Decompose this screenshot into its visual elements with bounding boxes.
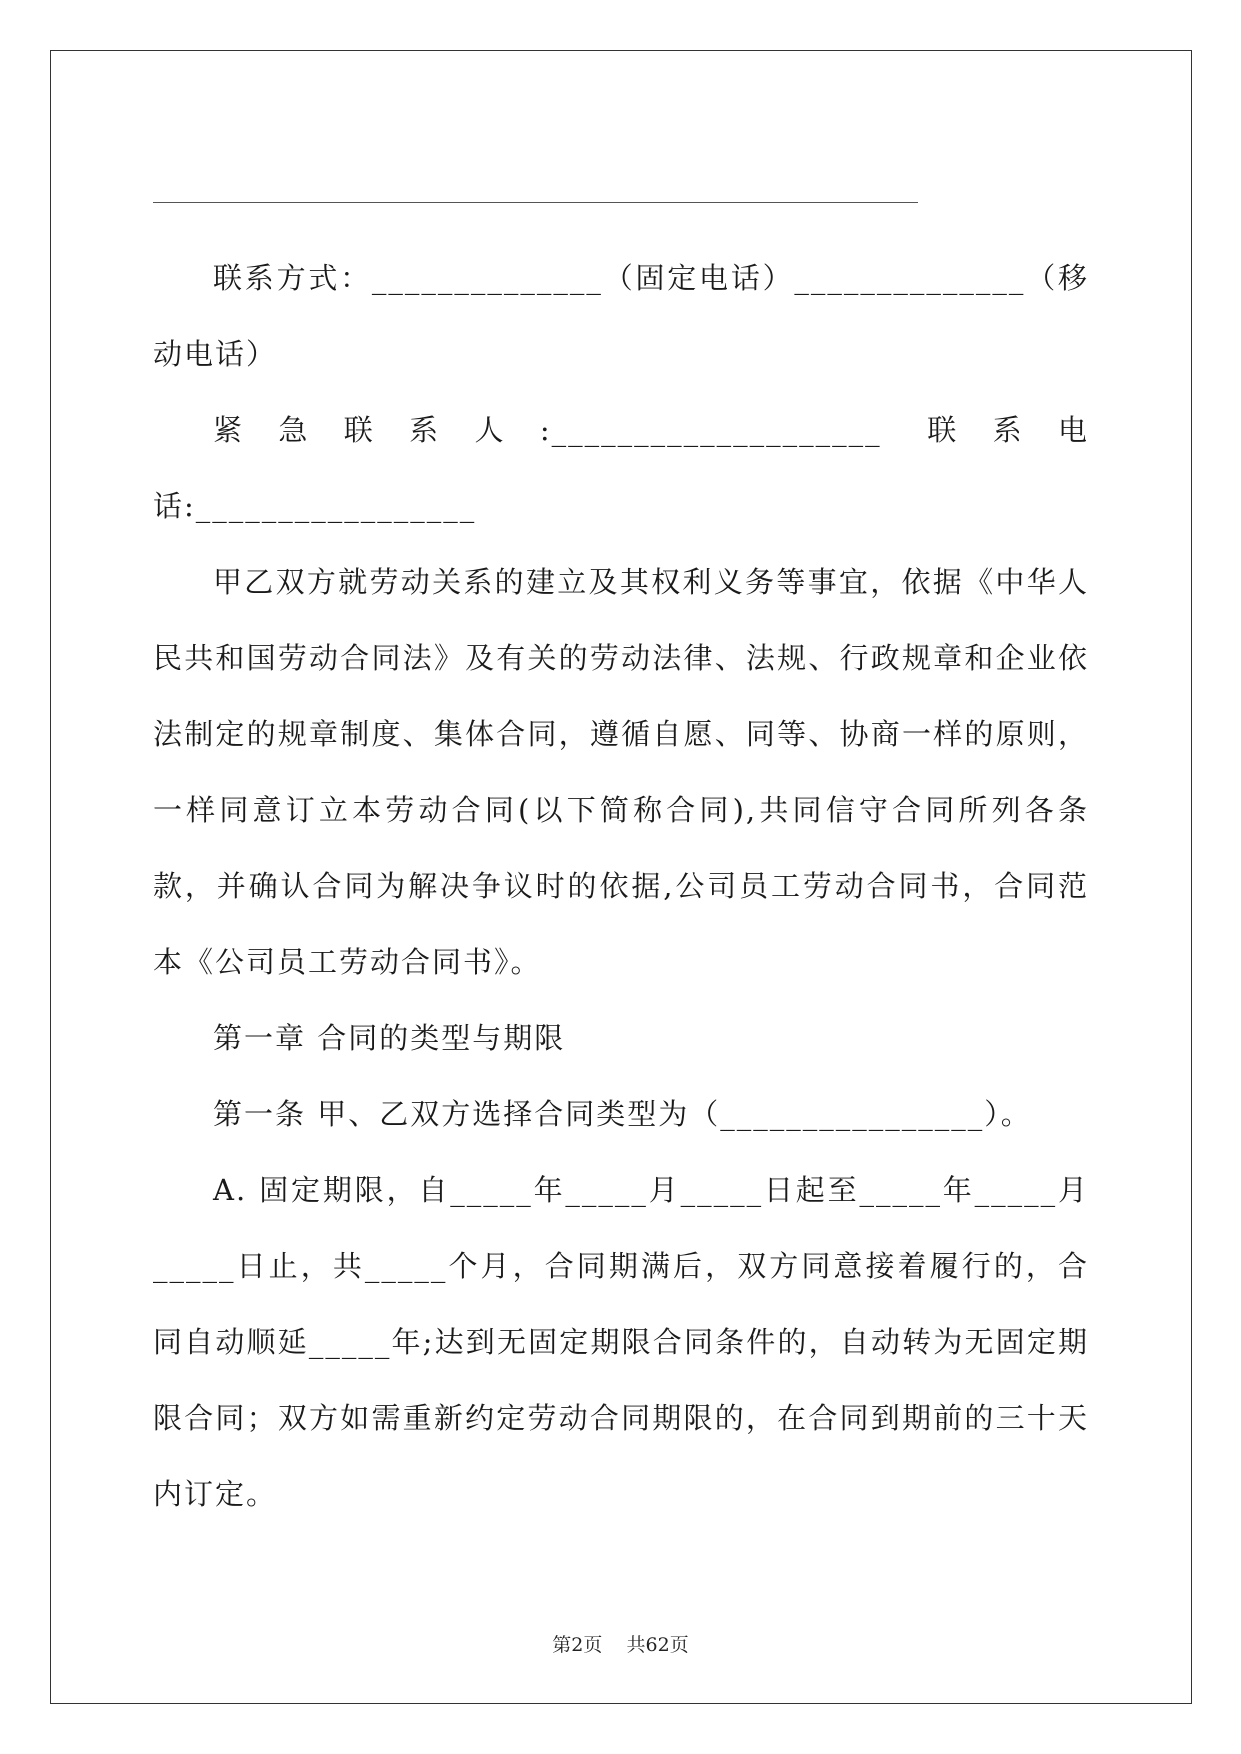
page-footer — [0, 1630, 1241, 1657]
page-suffix: 页 — [583, 1634, 603, 1656]
chapter-heading: 第一章 合同的类型与期限 — [213, 1021, 566, 1055]
contact-info-paragraph: 联系方式：______________（固定电话）______________（移动电话） — [153, 261, 1089, 371]
total-suffix: 页 — [669, 1634, 689, 1656]
document-body — [153, 240, 1089, 1532]
fixed-term-paragraph: A. 固定期限，自_____年_____月_____日起至_____年_____月_____日止，共_____个月，合同期满后，双方同意接着履行的，合同自动顺延_____年;达到无固定期限合同条件的，自动转为无固定期限合同；双方如需重新约定劳动合同期限的，在合同到期前的三十天内订定。 — [153, 1173, 1089, 1511]
preamble-paragraph: 甲乙双方就劳动关系的建立及其权利义务等事宜，依据《中华人民共和国劳动合同法》及有关的劳动法律、法规、行政规章和企业依法制定的规章制度、集体合同，遵循自愿、同等、协商一样的原则，一样同意订立本劳动合同(以下简称合同),共同信守合同所列各条款，并确认合同为解决争议时的依据,公司员工劳动合同书，合同范本《公司员工劳动合同书》。 — [153, 565, 1089, 979]
emergency-contact-paragraph: 紧急联系人:____________________ 联系电话:_________________ — [153, 413, 1089, 523]
page-prefix: 第 — [552, 1634, 572, 1656]
page-number: 2 — [571, 1634, 584, 1656]
article-one-paragraph: 第一条 甲、乙双方选择合同类型为（________________）。 — [213, 1097, 1032, 1131]
total-prefix: 共 — [626, 1634, 646, 1656]
total-pages: 62 — [645, 1634, 670, 1656]
top-blank-line — [153, 202, 918, 203]
